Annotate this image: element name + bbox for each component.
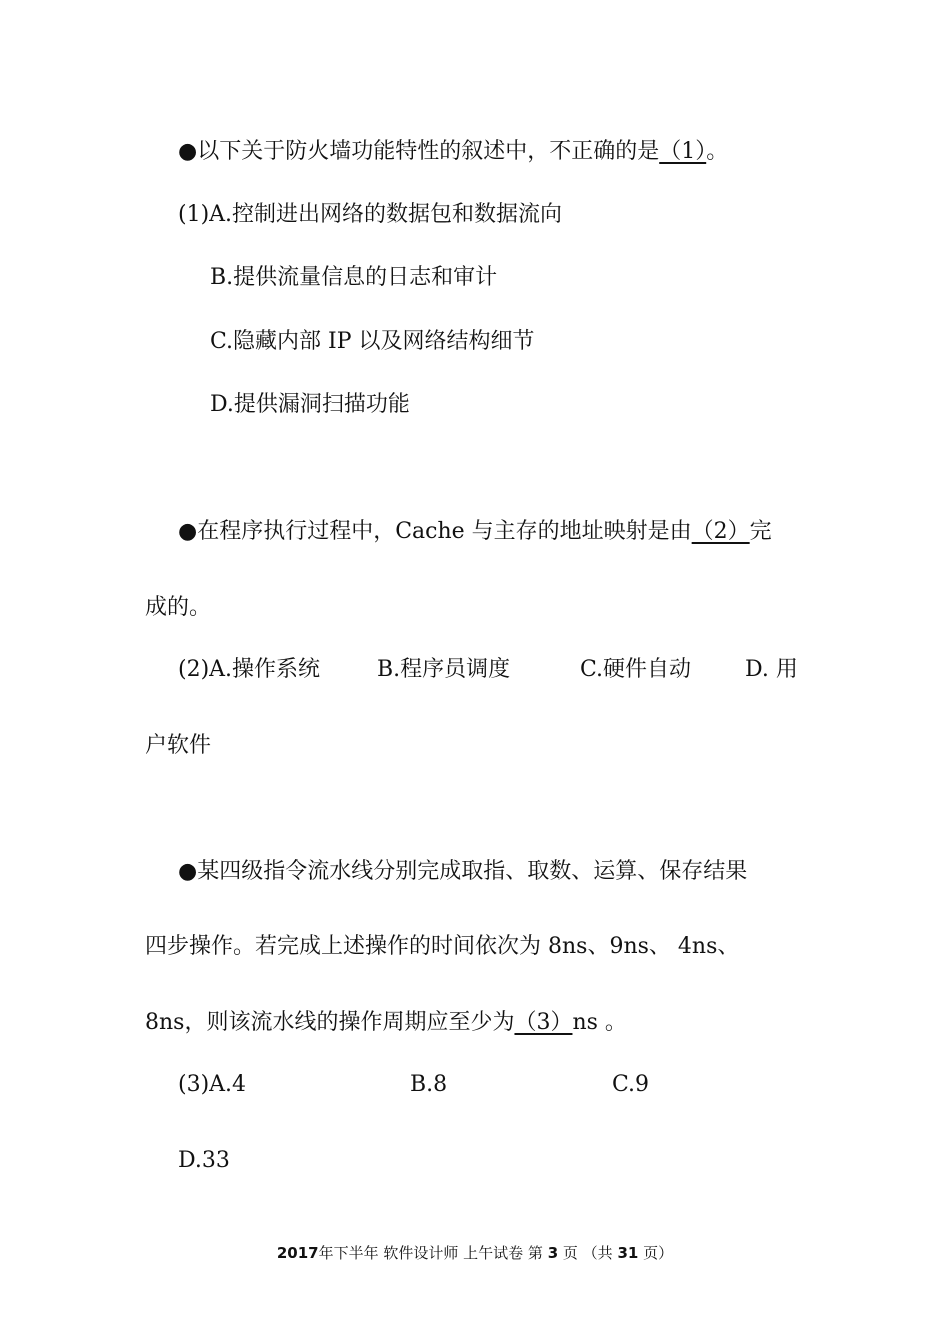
q3-blank: （3） — [514, 1010, 573, 1035]
q2-blank: （2） — [691, 519, 750, 544]
q1-option-a: (1)A.控制进出网络的数据包和数据流向 — [178, 202, 563, 227]
q3-stem-line3: 8ns，则该流水线的操作周期应至少为（3）ns 。 — [145, 1010, 627, 1035]
q3-option-d: D.33 — [178, 1148, 230, 1173]
q3-option-b: B.8 — [410, 1072, 448, 1097]
q2-option-d: D. 用 — [745, 657, 798, 682]
q3-option-a: (3)A.4 — [178, 1072, 247, 1097]
q2-option-a: (2)A.操作系统 — [178, 657, 321, 682]
q2-options-line2: 户软件 — [145, 733, 212, 758]
q2-option-c: C.硬件自动 — [580, 657, 692, 682]
q1-option-d: D.提供漏洞扫描功能 — [210, 392, 410, 417]
page-number: 3 — [547, 1244, 559, 1262]
q3-stem-line1: ●某四级指令流水线分别完成取指、取数、运算、保存结果 — [178, 859, 748, 884]
q1-stem: ●以下关于防火墙功能特性的叙述中，不正确的是（1）。 — [178, 139, 729, 164]
q1-blank: （1） — [659, 139, 707, 164]
q2-stem-line2: 成的。 — [145, 595, 212, 620]
page-footer: 2017年下半年 软件设计师 上午试卷 第 3 页 （共 31 页） — [276, 1244, 674, 1262]
q1-option-c: C.隐藏内部 IP 以及网络结构细节 — [210, 329, 535, 354]
q3-stem-line2: 四步操作。若完成上述操作的时间依次为 8ns、9ns、 4ns、 — [145, 934, 740, 959]
q2-option-b: B.程序员调度 — [377, 657, 511, 682]
q1-option-b: B.提供流量信息的日志和审计 — [210, 265, 498, 290]
q2-stem: ●在程序执行过程中，Cache 与主存的地址映射是由（2）完 — [178, 519, 772, 544]
q3-option-c: C.9 — [612, 1072, 650, 1097]
page-total: 31 — [617, 1244, 639, 1262]
